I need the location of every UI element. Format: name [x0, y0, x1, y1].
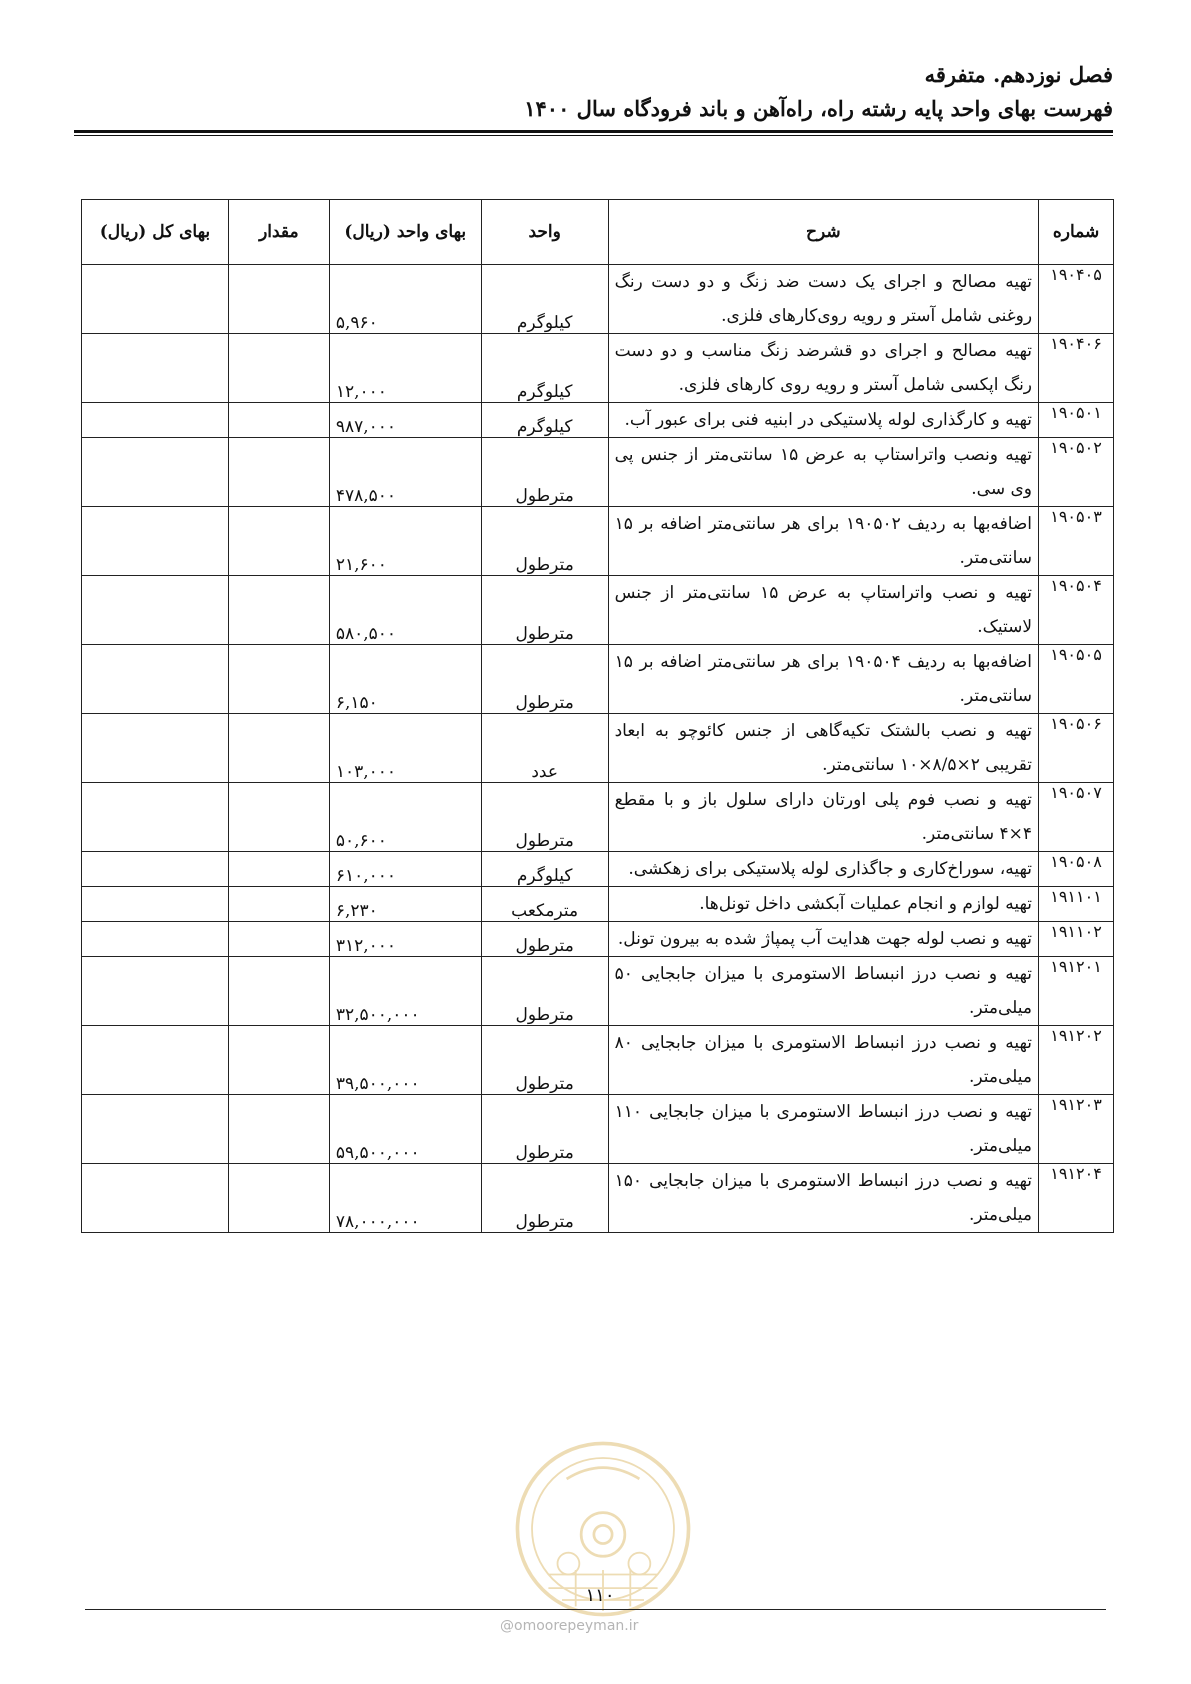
table-row [82, 507, 1114, 576]
table-row [82, 1095, 1114, 1164]
row-total-price [82, 852, 229, 887]
row-number: ۱۹۰۵۰۲ [1039, 438, 1114, 507]
row-unit: مترطول [481, 1026, 608, 1095]
row-quantity [228, 1026, 329, 1095]
row-unit-price: ۵۰,۶۰۰ [329, 783, 481, 852]
row-unit: مترطول [481, 783, 608, 852]
row-number: ۱۹۰۴۰۵ [1039, 265, 1114, 334]
footer-rule [85, 1609, 1106, 1610]
row-number: ۱۹۰۴۰۶ [1039, 334, 1114, 403]
row-number: ۱۹۱۲۰۴ [1039, 1164, 1114, 1233]
row-total-price [82, 645, 229, 714]
row-total-price [82, 887, 229, 922]
row-total-price [82, 783, 229, 852]
row-unit-price: ۵,۹۶۰ [329, 265, 481, 334]
row-unit: کیلوگرم [481, 334, 608, 403]
row-number: ۱۹۱۲۰۲ [1039, 1026, 1114, 1095]
row-unit-price: ۳۲,۵۰۰,۰۰۰ [329, 957, 481, 1026]
row-description: تهیه، سوراخ‌کاری و جاگذاری لوله پلاستیکی برای زهکشی. [608, 852, 1038, 887]
row-description: تهیه و نصب واتراستاپ به عرض ۱۵ سانتی‌متر از جنس لاستیک. [608, 576, 1038, 645]
row-quantity [228, 507, 329, 576]
price-table [81, 199, 1114, 1233]
table-row [82, 783, 1114, 852]
row-unit: مترطول [481, 1164, 608, 1233]
row-quantity [228, 783, 329, 852]
row-total-price [82, 1164, 229, 1233]
row-number: ۱۹۱۲۰۳ [1039, 1095, 1114, 1164]
row-total-price [82, 334, 229, 403]
row-unit: کیلوگرم [481, 265, 608, 334]
row-quantity [228, 576, 329, 645]
row-unit-price: ۴۷۸,۵۰۰ [329, 438, 481, 507]
row-number: ۱۹۰۵۰۴ [1039, 576, 1114, 645]
row-number: ۱۹۰۵۰۸ [1039, 852, 1114, 887]
table-row [82, 922, 1114, 957]
row-unit: مترطول [481, 438, 608, 507]
row-description: تهیه مصالح و اجرای یک دست ضد زنگ و دو دست رنگ روغنی شامل آستر و رویه روی‌کارهای فلزی. [608, 265, 1038, 334]
row-description: تهیه و نصب درز انبساط الاستومری با میزان جابجایی ۱۵۰ میلی‌متر. [608, 1164, 1038, 1233]
row-number: ۱۹۱۱۰۱ [1039, 887, 1114, 922]
row-number: ۱۹۰۵۰۷ [1039, 783, 1114, 852]
row-number: ۱۹۰۵۰۶ [1039, 714, 1114, 783]
row-unit: مترطول [481, 1095, 608, 1164]
row-total-price [82, 507, 229, 576]
table-row [82, 403, 1114, 438]
table-row [82, 438, 1114, 507]
row-unit-price: ۵۹,۵۰۰,۰۰۰ [329, 1095, 481, 1164]
row-unit: مترطول [481, 957, 608, 1026]
row-quantity [228, 645, 329, 714]
table-row [82, 852, 1114, 887]
row-number: ۱۹۰۵۰۳ [1039, 507, 1114, 576]
table-row [82, 887, 1114, 922]
row-unit: مترطول [481, 645, 608, 714]
row-description: تهیه و نصب فوم پلی اورتان دارای سلول باز و با مقطع ۴×۴ سانتی‌متر. [608, 783, 1038, 852]
row-unit-price: ۶۱۰,۰۰۰ [329, 852, 481, 887]
row-unit-price: ۷۸,۰۰۰,۰۰۰ [329, 1164, 481, 1233]
row-description: تهیه و نصب درز انبساط الاستومری با میزان جابجایی ۸۰ میلی‌متر. [608, 1026, 1038, 1095]
row-unit: عدد [481, 714, 608, 783]
table-row [82, 265, 1114, 334]
table-row [82, 1164, 1114, 1233]
row-total-price [82, 403, 229, 438]
row-unit: مترطول [481, 507, 608, 576]
page-number: ۱۱۰ [585, 1585, 615, 1606]
row-unit-price: ۶,۱۵۰ [329, 645, 481, 714]
table-row [82, 957, 1114, 1026]
row-quantity [228, 1095, 329, 1164]
row-description: تهیه و نصب درز انبساط الاستومری با میزان جابجایی ۵۰ میلی‌متر. [608, 957, 1038, 1026]
header-description: شرح [608, 200, 1038, 265]
header-quantity: مقدار [228, 200, 329, 265]
header-unit-price: بهای واحد (ریال) [329, 200, 481, 265]
row-unit: کیلوگرم [481, 852, 608, 887]
row-quantity [228, 887, 329, 922]
header-unit: واحد [481, 200, 608, 265]
row-unit-price: ۵۸۰,۵۰۰ [329, 576, 481, 645]
row-number: ۱۹۱۲۰۱ [1039, 957, 1114, 1026]
row-number: ۱۹۱۱۰۲ [1039, 922, 1114, 957]
row-number: ۱۹۰۵۰۱ [1039, 403, 1114, 438]
row-description: تهیه و نصب لوله جهت هدایت آب پمپاژ شده به بیرون تونل. [608, 922, 1038, 957]
row-quantity [228, 957, 329, 1026]
row-unit-price: ۶,۲۳۰ [329, 887, 481, 922]
row-unit: مترطول [481, 922, 608, 957]
row-unit: مترمکعب [481, 887, 608, 922]
header-rule-thin [74, 135, 1113, 136]
row-total-price [82, 957, 229, 1026]
row-description: تهیه مصالح و اجرای دو قشرضد زنگ مناسب و دو دست رنگ اپکسی شامل آستر و رویه روی کارهای فلزی. [608, 334, 1038, 403]
table-header-row [82, 200, 1114, 265]
row-total-price [82, 265, 229, 334]
row-total-price [82, 1026, 229, 1095]
chapter-title: فصل نوزدهم. متفرقه [924, 62, 1113, 87]
row-total-price [82, 576, 229, 645]
row-unit: مترطول [481, 576, 608, 645]
row-total-price [82, 922, 229, 957]
row-unit-price: ۹۸۷,۰۰۰ [329, 403, 481, 438]
row-total-price [82, 1095, 229, 1164]
watermark-url: @omoorepeyman.ir [500, 1618, 639, 1634]
table-row [82, 576, 1114, 645]
table-row [82, 1026, 1114, 1095]
row-total-price [82, 438, 229, 507]
table-row [82, 714, 1114, 783]
row-description: تهیه و نصب درز انبساط الاستومری با میزان جابجایی ۱۱۰ میلی‌متر. [608, 1095, 1038, 1164]
row-quantity [228, 922, 329, 957]
page-header [524, 58, 1113, 126]
row-unit: کیلوگرم [481, 403, 608, 438]
row-unit-price: ۱۰۳,۰۰۰ [329, 714, 481, 783]
row-unit-price: ۳۹,۵۰۰,۰۰۰ [329, 1026, 481, 1095]
table-row [82, 645, 1114, 714]
row-description: تهیه و کارگذاری لوله پلاستیکی در ابنیه فنی برای عبور آب. [608, 403, 1038, 438]
row-quantity [228, 852, 329, 887]
header-total-price: بهای کل (ریال) [82, 200, 229, 265]
header-number: شماره [1039, 200, 1114, 265]
table-row [82, 334, 1114, 403]
row-quantity [228, 714, 329, 783]
row-description: اضافه‌بها به ردیف ۱۹۰۵۰۲ برای هر سانتی‌متر اضافه بر ۱۵ سانتی‌متر. [608, 507, 1038, 576]
row-quantity [228, 334, 329, 403]
row-description: تهیه ونصب واتراستاپ به عرض ۱۵ سانتی‌متر از جنس پی وی سی. [608, 438, 1038, 507]
row-unit-price: ۱۲,۰۰۰ [329, 334, 481, 403]
row-quantity [228, 438, 329, 507]
row-unit-price: ۲۱,۶۰۰ [329, 507, 481, 576]
row-quantity [228, 403, 329, 438]
row-description: تهیه و نصب بالشتک تکیه‌گاهی از جنس کائوچو به ابعاد تقریبی ۲×۸/۵×۱۰ سانتی‌متر. [608, 714, 1038, 783]
document-title: فهرست بهای واحد پایه رشته راه، راه‌آهن و باند فرودگاه سال ۱۴۰۰ [524, 96, 1113, 121]
row-unit-price: ۳۱۲,۰۰۰ [329, 922, 481, 957]
row-number: ۱۹۰۵۰۵ [1039, 645, 1114, 714]
row-quantity [228, 1164, 329, 1233]
row-description: تهیه لوازم و انجام عملیات آبکشی داخل تونل‌ها. [608, 887, 1038, 922]
header-rule-thick [74, 130, 1113, 133]
row-total-price [82, 714, 229, 783]
row-quantity [228, 265, 329, 334]
row-description: اضافه‌بها به ردیف ۱۹۰۵۰۴ برای هر سانتی‌متر اضافه بر ۱۵ سانتی‌متر. [608, 645, 1038, 714]
